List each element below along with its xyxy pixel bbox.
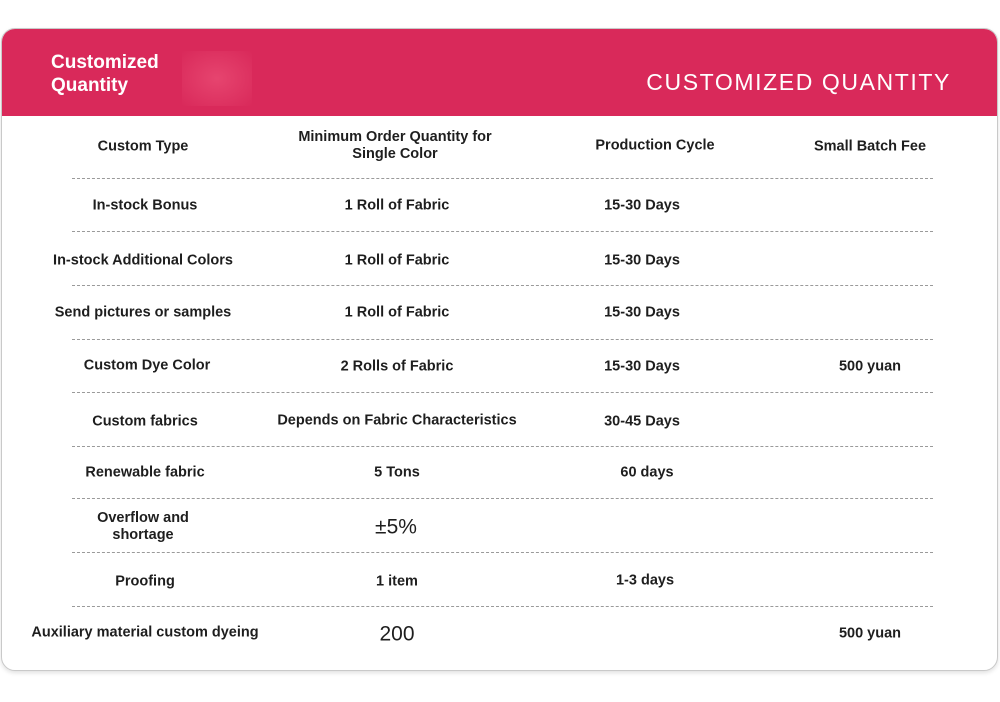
row-divider bbox=[72, 339, 933, 340]
row-1-cycle: 15-30 Days bbox=[604, 197, 680, 214]
row-2-cycle: 15-30 Days bbox=[604, 252, 680, 269]
row-1-type: In-stock Bonus bbox=[92, 197, 198, 214]
row-7-type: Overflow and shortage bbox=[97, 510, 189, 543]
row-divider bbox=[72, 606, 933, 607]
row-divider bbox=[72, 446, 933, 447]
row-divider bbox=[72, 552, 933, 553]
row-8-type: Proofing bbox=[115, 573, 175, 590]
row-8-moq: 1 item bbox=[376, 573, 418, 590]
header-banner bbox=[2, 29, 997, 116]
header-production-cycle: Production Cycle bbox=[595, 137, 715, 154]
row-5-type: Custom fabrics bbox=[92, 413, 198, 430]
header-min-order-quantity: Minimum Order Quantity for Single Color bbox=[298, 129, 492, 162]
banner-left-title: Customized Quantity bbox=[51, 52, 159, 96]
banner-right-title: CUSTOMIZED QUANTITY bbox=[646, 69, 951, 95]
row-1-moq: 1 Roll of Fabric bbox=[344, 197, 450, 214]
row-3-cycle: 15-30 Days bbox=[604, 304, 680, 321]
row-4-cycle: 15-30 Days bbox=[604, 358, 680, 375]
row-3-moq: 1 Roll of Fabric bbox=[344, 304, 450, 321]
row-divider bbox=[72, 178, 933, 179]
row-2-moq: 1 Roll of Fabric bbox=[344, 252, 450, 269]
row-5-cycle: 30-45 Days bbox=[604, 413, 680, 430]
header-small-batch-fee: Small Batch Fee bbox=[813, 138, 927, 155]
row-7-moq: ±5% bbox=[375, 515, 417, 539]
row-4-fee: 500 yuan bbox=[838, 358, 902, 375]
row-divider bbox=[72, 498, 933, 499]
row-divider bbox=[72, 392, 933, 393]
row-divider bbox=[72, 285, 933, 286]
row-5-moq: Depends on Fabric Characteristics bbox=[277, 412, 517, 429]
row-6-moq: 5 Tons bbox=[374, 464, 420, 481]
row-2-type: In-stock Additional Colors bbox=[53, 252, 233, 269]
row-9-fee: 500 yuan bbox=[838, 625, 902, 642]
row-9-moq: 200 bbox=[379, 622, 415, 646]
row-4-type: Custom Dye Color bbox=[83, 357, 211, 374]
row-6-cycle: 60 days bbox=[620, 464, 674, 481]
row-divider bbox=[72, 231, 933, 232]
row-8-cycle: 1-3 days bbox=[615, 572, 675, 589]
header-custom-type: Custom Type bbox=[97, 138, 189, 155]
row-9-type: Auxiliary material custom dyeing bbox=[31, 624, 259, 641]
row-3-type: Send pictures or samples bbox=[54, 304, 232, 321]
row-4-moq: 2 Rolls of Fabric bbox=[340, 358, 454, 375]
row-6-type: Renewable fabric bbox=[85, 464, 205, 481]
